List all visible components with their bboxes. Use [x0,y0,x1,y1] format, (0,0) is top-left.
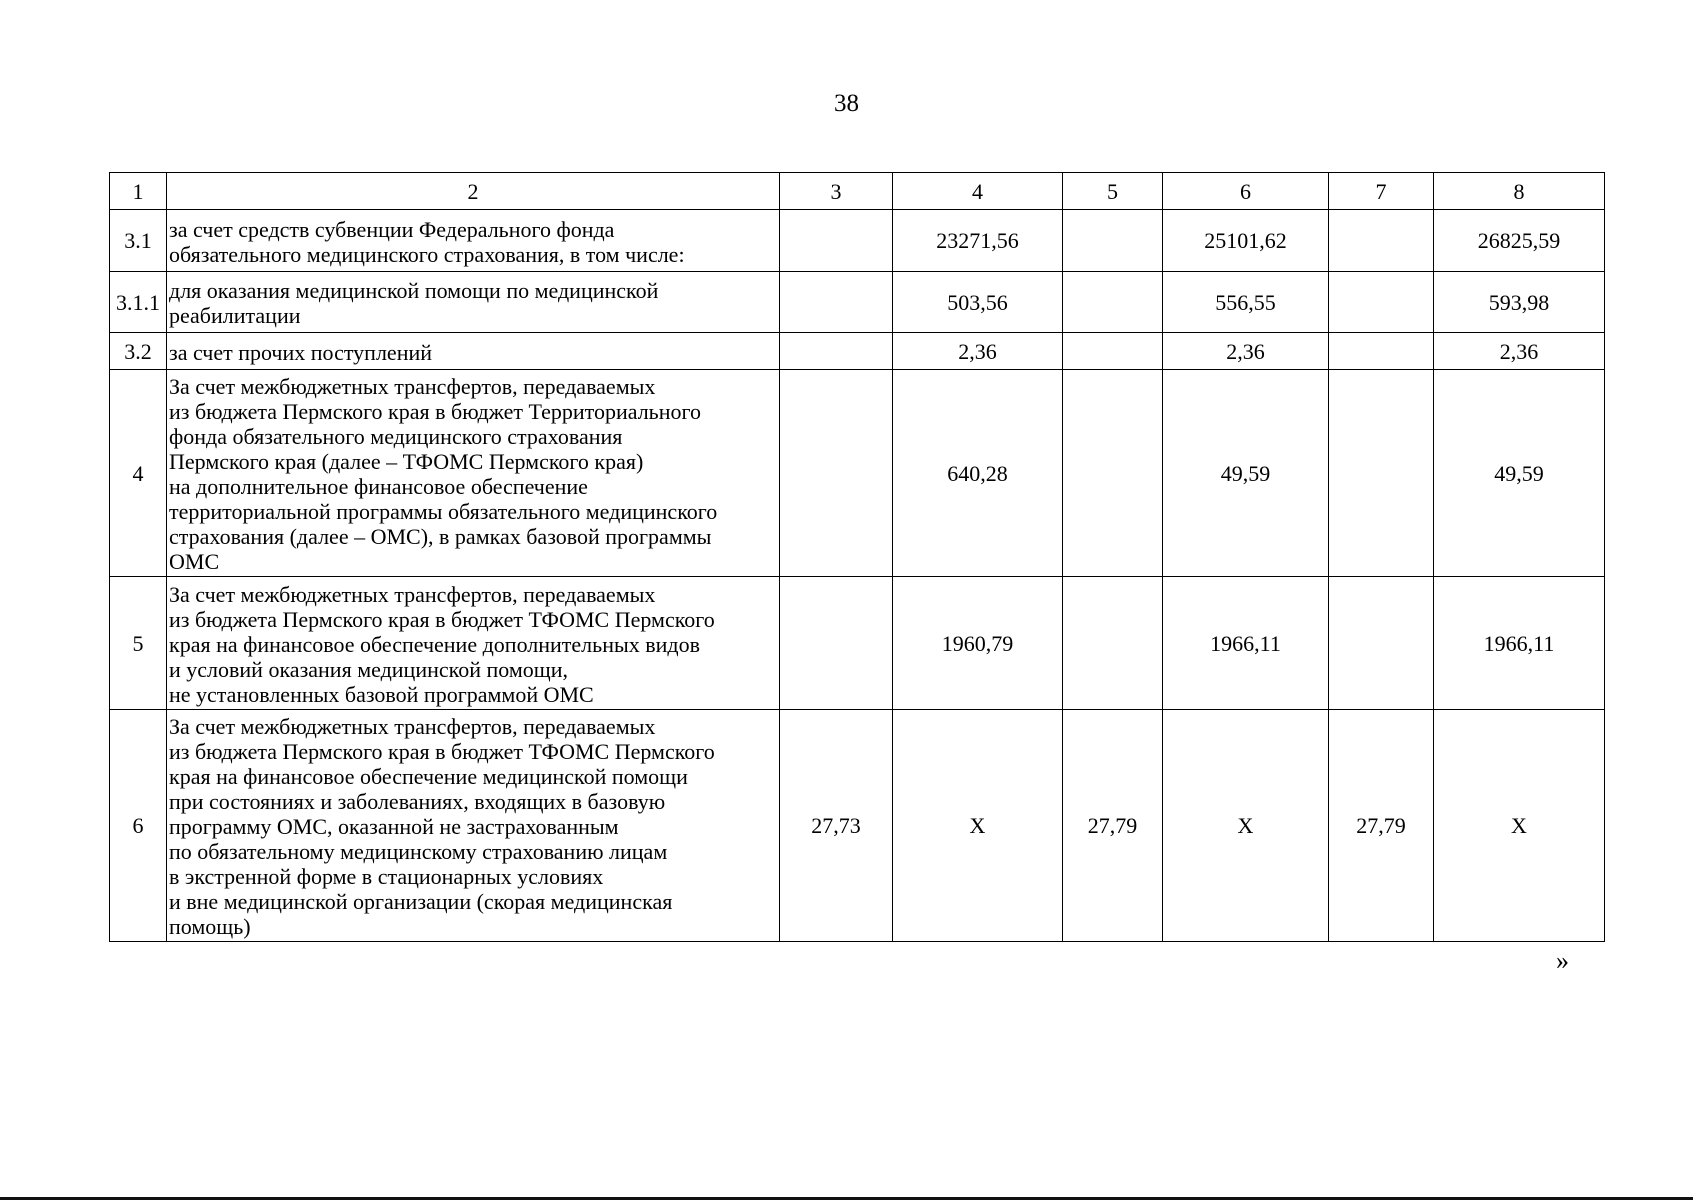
value-cell: 27,73 [780,710,893,942]
column-number: 2 [167,173,780,210]
row-number: 3.1.1 [110,272,167,333]
row-description [167,370,780,577]
column-number: 8 [1434,173,1605,210]
column-number-row [110,173,1605,210]
table-row [110,333,1605,370]
page-number: 38 [834,90,859,117]
table-row [110,272,1605,333]
value-cell: 1966,11 [1163,577,1329,710]
table-row [110,710,1605,942]
value-cell: 25101,62 [1163,210,1329,272]
closing-quote-mark: » [1556,946,1569,975]
row-description-text: За счет межбюджетных трансфертов, передаваемых из бюджета Пермского края в бюджет Территориального фонда обязательного медицинского страхования Пермского края (далее – ТФОМС Пермского края) на дополнительное финансовое обеспечение территориальной программы обязательного медицинского страхования (далее – ОМС), в рамках базовой программы ОМС [169,374,718,574]
value-cell [780,577,893,710]
column-number: 6 [1163,173,1329,210]
table-row [110,370,1605,577]
value-cell [1063,333,1163,370]
row-number: 5 [110,577,167,710]
row-number: 3.2 [110,333,167,370]
value-cell: 23271,56 [893,210,1063,272]
value-cell: Х [1163,710,1329,942]
row-description-text: за счет средств субвенции Федерального фонда обязательного медицинского страхования, в том числе: [169,216,685,267]
value-cell [780,272,893,333]
value-cell: 2,36 [1434,333,1605,370]
value-cell: 2,36 [1163,333,1329,370]
row-number: 3.1 [110,210,167,272]
column-number: 1 [110,173,167,210]
financing-table [109,172,1605,942]
column-number: 7 [1329,173,1434,210]
value-cell [1329,272,1434,333]
column-number: 3 [780,173,893,210]
column-number: 5 [1063,173,1163,210]
value-cell: 2,36 [893,333,1063,370]
value-cell [780,333,893,370]
row-description [167,333,780,370]
value-cell: 49,59 [1434,370,1605,577]
value-cell: 1966,11 [1434,577,1605,710]
value-cell [1329,577,1434,710]
value-cell [1329,370,1434,577]
table-row [110,577,1605,710]
column-number: 4 [893,173,1063,210]
row-description-text: для оказания медицинской помощи по медицинской реабилитации [169,278,659,328]
value-cell: 556,55 [1163,272,1329,333]
value-cell: 503,56 [893,272,1063,333]
table-row [110,210,1605,272]
value-cell: 593,98 [1434,272,1605,333]
row-number: 6 [110,710,167,942]
value-cell: 49,59 [1163,370,1329,577]
row-description [167,577,780,710]
value-cell: 27,79 [1063,710,1163,942]
value-cell: 27,79 [1329,710,1434,942]
value-cell: 1960,79 [893,577,1063,710]
row-description-text: за счет прочих поступлений [169,339,433,365]
row-description-text: За счет межбюджетных трансфертов, передаваемых из бюджета Пермского края в бюджет ТФОМС Пермского края на финансовое обеспечение дополнительных видов и условий оказания медицинской помощи, не установленных базовой программой ОМС [169,581,715,707]
row-description [167,210,780,272]
value-cell [1063,577,1163,710]
value-cell: 640,28 [893,370,1063,577]
value-cell: 26825,59 [1434,210,1605,272]
value-cell [780,370,893,577]
row-description-text: За счет межбюджетных трансфертов, передаваемых из бюджета Пермского края в бюджет ТФОМС Пермского края на финансовое обеспечение медицинской помощи при состояниях и заболеваниях, входящих в базовую программу ОМС, оказанной не застрахованным по обязательному медицинскому страхованию лицам в экстренной форме в стационарных условиях и вне медицинской организации (скорая медицинская помощь) [169,714,715,939]
value-cell [1063,370,1163,577]
row-number: 4 [110,370,167,577]
row-description [167,272,780,333]
value-cell: Х [1434,710,1605,942]
value-cell [1329,210,1434,272]
row-description [167,710,780,942]
value-cell [1329,333,1434,370]
value-cell: Х [893,710,1063,942]
value-cell [780,210,893,272]
value-cell [1063,272,1163,333]
value-cell [1063,210,1163,272]
